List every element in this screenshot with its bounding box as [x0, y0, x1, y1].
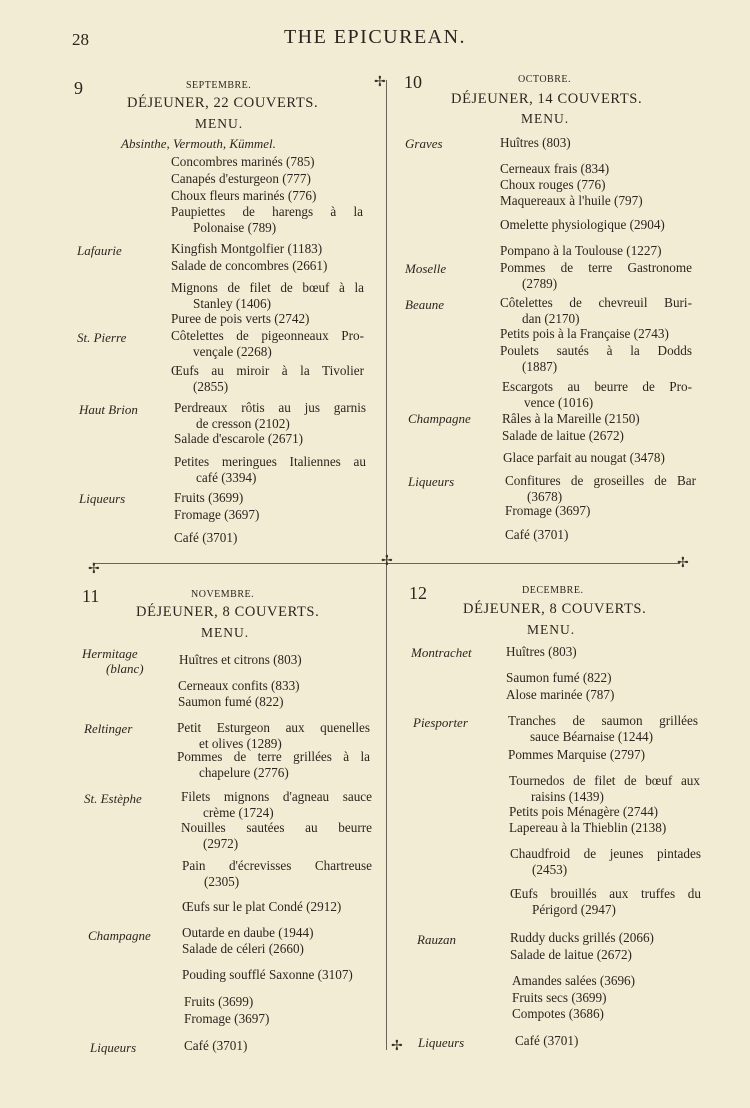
dish-item: Poulets sautés à la Dodds (1887) [500, 343, 692, 374]
dish-item: Saumon fumé (822) [506, 670, 612, 685]
dish-item: Côtelettes de chevreuil Buri- dan (2170) [500, 295, 692, 326]
wine-label: St. Pierre [77, 330, 127, 345]
dish-item: Alose marinée (787) [506, 687, 615, 702]
dish-item: Café (3701) [505, 527, 569, 542]
dish-item: Pain d'écrevisses Chartreuse (2305) [182, 858, 372, 889]
dish-item: Fruits secs (3699) [512, 990, 607, 1005]
wine-label: Champagne [88, 928, 151, 943]
menu-label: MENU. [527, 622, 576, 637]
wine-label: Lafaurie [77, 243, 122, 258]
page-number: 28 [72, 30, 89, 49]
dish-item: Pouding soufflé Saxonne (3107) [182, 967, 353, 982]
aperitif-line: Absinthe, Vermouth, Kümmel. [121, 136, 276, 151]
cross-ornament: ✢ [391, 1039, 403, 1054]
dish-item: Salade de laitue (2672) [510, 947, 632, 962]
wine-label: Moselle [405, 261, 447, 276]
wine-label: Champagne [408, 411, 471, 426]
dish-item: Petits pois Ménagère (2744) [509, 804, 659, 819]
cross-ornament: ✢ [374, 75, 386, 90]
dish-item: Nouilles sautées au beurre (2972) [181, 820, 372, 851]
dish-item: Lapereau à la Thieblin (2138) [509, 820, 667, 835]
cross-ornament: ✢ [88, 562, 100, 577]
dish-item: Petit Esturgeon aux quenelles et olives (1289) [177, 720, 370, 751]
dish-item: Salade d'escarole (2671) [174, 431, 304, 446]
dish-item: Pommes de terre grillées à la chapelure (2776) [177, 749, 370, 780]
dish-item: Fromage (3697) [174, 507, 260, 522]
dish-item: Fruits (3699) [174, 490, 244, 505]
dish-item: Côtelettes de pigeonneaux Pro- vençale (2268) [171, 328, 364, 359]
dish-item: Cerneaux confits (833) [178, 678, 300, 693]
wine-label: Haut Brion [79, 402, 138, 417]
dish-item: Compotes (3686) [512, 1006, 604, 1021]
wine-label: Beaune [405, 297, 444, 312]
dish-item: Pommes Marquise (2797) [508, 747, 645, 762]
cross-ornament: ✢ [381, 554, 393, 569]
dish-item: Œufs sur le plat Condé (2912) [182, 899, 342, 914]
dish-item: Glace parfait au nougat (3478) [503, 450, 665, 465]
dish-item: Choux fleurs marinés (776) [171, 188, 317, 203]
menu-month: NOVEMBRE. [191, 589, 255, 600]
dish-item: Râles à la Mareille (2150) [502, 411, 640, 426]
wine-label: Liqueurs [418, 1035, 465, 1050]
menu-title: DÉJEUNER, 14 COUVERTS. [451, 91, 643, 107]
wine-label: Graves [405, 136, 443, 151]
wine-label: St. Estèphe [84, 791, 142, 806]
dish-item: Maquereaux à l'huile (797) [500, 193, 643, 208]
dish-item: Fromage (3697) [184, 1011, 270, 1026]
dish-item: Huîtres et citrons (803) [179, 652, 302, 667]
dish-item: Omelette physiologique (2904) [500, 217, 665, 232]
menu-month: OCTOBRE. [518, 74, 571, 85]
dish-item: Salade de concombres (2661) [171, 258, 328, 273]
wine-label: Rauzan [417, 932, 456, 947]
dish-item: Concombres marinés (785) [171, 154, 315, 169]
wine-label: Montrachet [411, 645, 472, 660]
menu-title: DÉJEUNER, 8 COUVERTS. [136, 604, 320, 620]
wine-label: Hermitage [82, 646, 138, 661]
wine-label: Reltinger [84, 721, 133, 736]
menu-number: 9 [74, 78, 83, 98]
dish-item: Escargots au beurre de Pro- vence (1016) [502, 379, 692, 410]
dish-item: Mignons de filet de bœuf à la Stanley (1406) [171, 280, 364, 311]
menu-number: 11 [82, 586, 100, 606]
dish-item: Paupiettes de harengs à la Polonaise (789) [171, 204, 363, 235]
cross-ornament: ✢ [677, 556, 689, 571]
dish-item: Petits pois à la Française (2743) [500, 326, 669, 341]
menu-title: DÉJEUNER, 8 COUVERTS. [463, 601, 647, 617]
dish-item: Pommes de terre Gastronome (2789) [500, 260, 692, 291]
dish-item: Huîtres (803) [506, 644, 577, 659]
menu-title: DÉJEUNER, 22 COUVERTS. [127, 95, 319, 111]
wine-label: (blanc) [106, 661, 144, 676]
wine-label: Liqueurs [408, 474, 455, 489]
dish-item: Petites meringues Italiennes au café (3394) [174, 454, 366, 485]
wine-label: Liqueurs [79, 491, 126, 506]
dish-item: Œufs au miroir à la Tivolier (2855) [171, 363, 364, 394]
dish-item: Fruits (3699) [184, 994, 254, 1009]
menu-month: SEPTEMBRE. [186, 80, 252, 91]
dish-item: Canapés d'esturgeon (777) [171, 171, 311, 186]
dish-item: Fromage (3697) [505, 503, 591, 518]
dish-item: Confitures de groseilles de Bar (3678) [505, 473, 696, 504]
menu-number: 12 [409, 583, 427, 603]
dish-item: Amandes salées (3696) [512, 973, 636, 988]
dish-item: Cerneaux frais (834) [500, 161, 610, 176]
dish-item: Pompano à la Toulouse (1227) [500, 243, 662, 258]
dish-item: Salade de laitue (2672) [502, 428, 624, 443]
dish-item: Tournedos de filet de bœuf aux raisins (1439) [509, 773, 700, 804]
menu-label: MENU. [195, 116, 244, 131]
dish-item: Filets mignons d'agneau sauce crème (1724) [181, 789, 372, 820]
dish-item: Kingfish Montgolfier (1183) [171, 241, 323, 256]
dish-item: Puree de pois verts (2742) [171, 311, 310, 326]
dish-item: Tranches de saumon grillées sauce Béarnaise (1244) [508, 713, 698, 744]
dish-item: Choux rouges (776) [500, 177, 606, 192]
wine-label: Liqueurs [90, 1040, 137, 1055]
dish-item: Café (3701) [174, 530, 238, 545]
dish-item: Ruddy ducks grillés (2066) [510, 930, 654, 945]
menu-number: 10 [404, 72, 422, 92]
dish-item: Huîtres (803) [500, 135, 571, 150]
menu-label: MENU. [201, 625, 250, 640]
running-head: THE EPICUREAN. [283, 26, 467, 48]
dish-item: Salade de céleri (2660) [182, 941, 304, 956]
dish-item: Saumon fumé (822) [178, 694, 284, 709]
menu-month: DECEMBRE. [522, 585, 584, 596]
dish-item: Perdreaux rôtis au jus garnis de cresson (2102) [174, 400, 366, 431]
dish-item: Chaudfroid de jeunes pintades (2453) [510, 846, 701, 877]
dish-item: Œufs brouillés aux truffes du Périgord (2947) [510, 886, 701, 917]
menu-label: MENU. [521, 111, 570, 126]
dish-item: Café (3701) [184, 1038, 248, 1053]
dish-item: Outarde en daube (1944) [182, 925, 314, 940]
dish-item: Café (3701) [515, 1033, 579, 1048]
wine-label: Piesporter [413, 715, 468, 730]
